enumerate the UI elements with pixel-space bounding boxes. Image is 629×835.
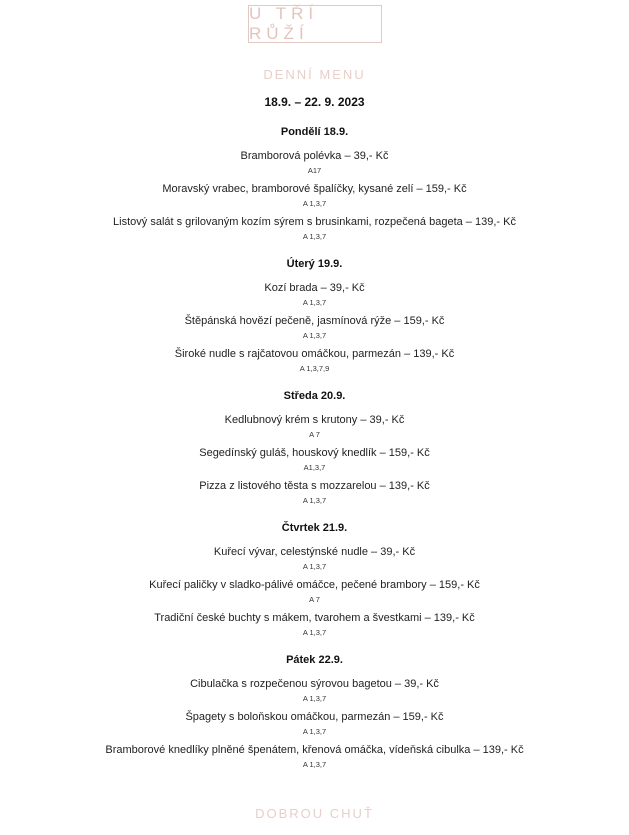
days-list bbox=[0, 125, 629, 785]
menu-item-text: Kozí brada – 39,- Kč bbox=[264, 282, 365, 294]
restaurant-logo bbox=[248, 5, 382, 43]
day-section-wednesday bbox=[0, 389, 629, 512]
day-section-tuesday bbox=[0, 257, 629, 380]
menu-item-text: Kedlubnový krém s krutony – 39,- Kč bbox=[224, 414, 405, 426]
menu-item bbox=[0, 182, 629, 215]
day-title: Středa 20.9. bbox=[283, 390, 346, 402]
menu-item-allergens: A1,3,7 bbox=[303, 463, 326, 472]
menu-item-allergens: A 1,3,7 bbox=[302, 232, 327, 241]
menu-item-text: Listový salát s grilovaným kozím sýrem s brusinkami, rozpečená bageta – 139,- Kč bbox=[113, 216, 516, 228]
menu-item-allergens: A 1,3,7 bbox=[302, 496, 327, 505]
menu-item bbox=[0, 677, 629, 710]
day-title: Pondělí 18.9. bbox=[280, 126, 349, 138]
menu-item bbox=[0, 281, 629, 314]
menu-item-allergens: A 1,3,7 bbox=[302, 727, 327, 736]
menu-item bbox=[0, 479, 629, 512]
menu-item-allergens: A 1,3,7 bbox=[302, 760, 327, 769]
menu-item-allergens: A 1,3,7 bbox=[302, 628, 327, 637]
menu-item-text: Pizza z listového těsta s mozzarelou – 139,- Kč bbox=[199, 480, 430, 492]
menu-item-text: Bramborová polévka – 39,- Kč bbox=[240, 150, 389, 162]
day-title: Pátek 22.9. bbox=[286, 654, 343, 666]
menu-item-text: Cibulačka s rozpečenou sýrovou bagetou – 39,- Kč bbox=[190, 678, 439, 690]
menu-item bbox=[0, 413, 629, 446]
menu-item-allergens: A 7 bbox=[309, 595, 320, 604]
menu-item-text: Kuřecí vývar, celestýnské nudle – 39,- Kč bbox=[213, 546, 416, 558]
menu-item-text: Široké nudle s rajčatovou omáčkou, parmezán – 139,- Kč bbox=[174, 348, 455, 360]
menu-item-allergens: A 1,3,7 bbox=[302, 199, 327, 208]
day-section-monday bbox=[0, 125, 629, 248]
day-section-thursday bbox=[0, 521, 629, 644]
day-section-friday bbox=[0, 653, 629, 776]
closing-greeting: DOBROU CHUŤ bbox=[255, 806, 374, 821]
menu-item bbox=[0, 446, 629, 479]
menu-item bbox=[0, 743, 629, 776]
date-range: 18.9. – 22. 9. 2023 bbox=[264, 95, 365, 109]
menu-item-allergens: A 1,3,7 bbox=[302, 331, 327, 340]
day-title: Čtvrtek 21.9. bbox=[281, 522, 348, 534]
menu-item-text: Kuřecí paličky v sladko-pálivé omáčce, pečené brambory – 159,- Kč bbox=[149, 579, 480, 591]
menu-item bbox=[0, 149, 629, 182]
menu-item bbox=[0, 545, 629, 578]
menu-item-allergens: A 7 bbox=[309, 430, 320, 439]
menu-item bbox=[0, 578, 629, 611]
menu-item-text: Tradiční české buchty s mákem, tvarohem a švestkami – 139,- Kč bbox=[154, 612, 475, 624]
menu-item-text: Štěpánská hovězí pečeně, jasmínová rýže – 159,- Kč bbox=[184, 315, 445, 327]
menu-item-allergens: A 1,3,7 bbox=[302, 298, 327, 307]
menu-item bbox=[0, 314, 629, 347]
menu-item bbox=[0, 215, 629, 248]
menu-item-allergens: A17 bbox=[307, 166, 322, 175]
logo-text: U TŘÍ RŮŽÍ bbox=[249, 4, 319, 43]
menu-item bbox=[0, 611, 629, 644]
menu-item-text: Moravský vrabec, bramborové špalíčky, kysané zelí – 159,- Kč bbox=[162, 183, 467, 195]
menu-item-text: Segedínský guláš, houskový knedlík – 159,- Kč bbox=[199, 447, 430, 459]
day-title: Úterý 19.9. bbox=[286, 258, 343, 270]
menu-item-text: Bramborové knedlíky plněné špenátem, křenová omáčka, vídeňská cibulka – 139,- Kč bbox=[105, 744, 524, 756]
menu-item-allergens: A 1,3,7 bbox=[302, 562, 327, 571]
menu-item-allergens: A 1,3,7 bbox=[302, 694, 327, 703]
menu-item bbox=[0, 347, 629, 380]
menu-title: DENNÍ MENU bbox=[263, 67, 366, 82]
menu-item bbox=[0, 710, 629, 743]
menu-item-allergens: A 1,3,7,9 bbox=[299, 364, 330, 373]
menu-item-text: Špagety s boloňskou omáčkou, parmezán – 159,- Kč bbox=[185, 711, 444, 723]
